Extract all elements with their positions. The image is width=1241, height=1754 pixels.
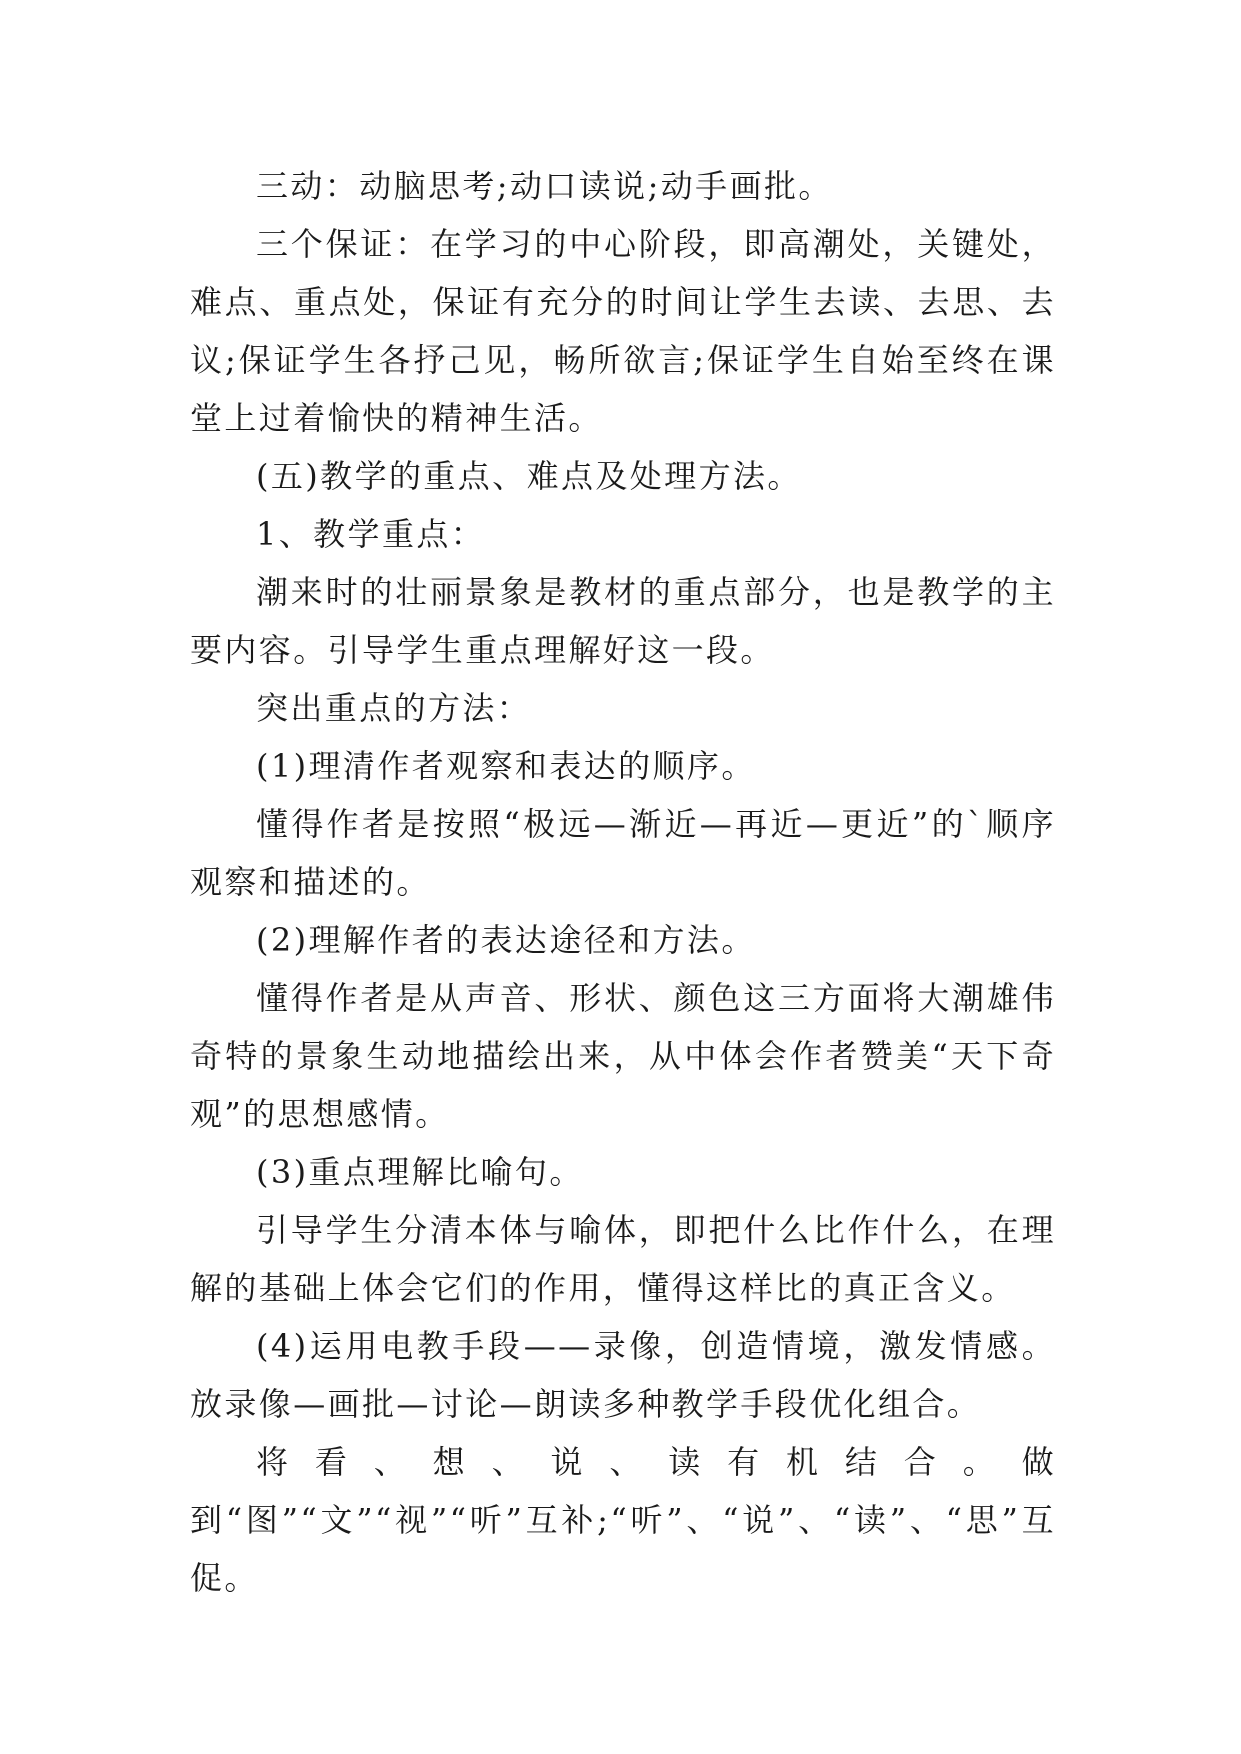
paragraph: 懂得作者是按照“极远—渐近—再近—更近”的`顺序观察和描述的。 (190, 805, 1056, 901)
list-item-heading: (3)重点理解比喻句。 (256, 1153, 584, 1191)
paragraph: 三动：动脑思考;动口读说;动手画批。 (256, 167, 833, 205)
section-heading: (五)教学的重点、难点及处理方法。 (256, 457, 802, 495)
paragraph: 潮来时的壮丽景象是教材的重点部分，也是教学的主要内容。引导学生重点理解好这一段。 (190, 573, 1056, 669)
paragraph: 引导学生分清本体与喻体，即把什么比作什么，在理解的基础上体会它们的作用，懂得这样比的真正含义。 (190, 1211, 1056, 1307)
paragraph: 三个保证：在学习的中心阶段，即高潮处，关键处，难点、重点处，保证有充分的时间让学生去读、去思、去议;保证学生各抒己见，畅所欲言;保证学生自始至终在课堂上过着愉快的精神生活。 (190, 225, 1056, 437)
paragraph: 懂得作者是从声音、形状、颜色这三方面将大潮雄伟奇特的景象生动地描绘出来，从中体会作者赞美“天下奇观”的思想感情。 (190, 979, 1056, 1133)
paragraph: 将看、想、说、读有机结合。做到“图”“文”“视”“听”互补;“听”、“说”、“读”、“思”互促。 (190, 1443, 1056, 1597)
paragraph: 突出重点的方法： (256, 689, 532, 727)
document-body (190, 157, 1056, 1607)
subsection-heading: 1、教学重点： (256, 515, 486, 553)
list-item-heading: (2)理解作者的表达途径和方法。 (256, 921, 756, 959)
list-item-heading: (1)理清作者观察和表达的顺序。 (256, 747, 756, 785)
paragraph: (4)运用电教手段——录像，创造情境，激发情感。放录像—画批—讨论—朗读多种教学手段优化组合。 (190, 1327, 1056, 1423)
